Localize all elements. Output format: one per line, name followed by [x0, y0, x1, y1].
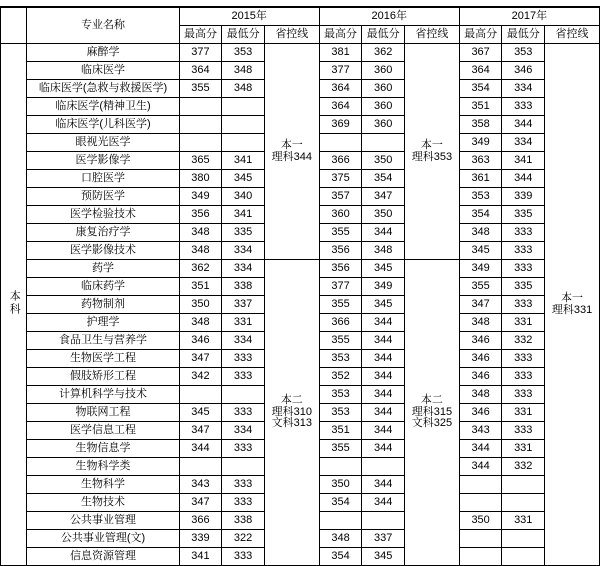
header-year-2017: 2017年 — [459, 8, 599, 26]
score-2017-min: 331 — [502, 512, 545, 530]
score-2017-max: 348 — [459, 386, 502, 404]
score-2016-min — [362, 512, 405, 530]
score-2016-max: 377 — [319, 62, 362, 80]
score-2017-max: 361 — [459, 170, 502, 188]
score-2016-max: 355 — [319, 332, 362, 350]
ctrl-2017-l2: 理科331 — [551, 303, 593, 316]
score-2017-max: 346 — [459, 404, 502, 422]
table-row — [1, 260, 600, 278]
score-2015-max: 348 — [179, 224, 222, 242]
score-2015-min: 341 — [222, 152, 265, 170]
score-2016-max — [319, 134, 362, 152]
score-2015-max: 341 — [179, 548, 222, 566]
score-2015-min — [222, 458, 265, 476]
major-name-cell: 生物医学工程 — [27, 350, 179, 368]
score-2016-min: 347 — [362, 188, 405, 206]
score-2015-max: 350 — [179, 296, 222, 314]
score-2016-max: 357 — [319, 188, 362, 206]
major-name-cell: 生物科学类 — [27, 458, 179, 476]
score-2015-min: 353 — [222, 44, 265, 62]
score-2017-min: 339 — [502, 188, 545, 206]
score-2016-min: 362 — [362, 44, 405, 62]
header-year-2015: 2015年 — [179, 8, 319, 26]
score-2017-max: 358 — [459, 116, 502, 134]
score-2015-min: 335 — [222, 224, 265, 242]
ctrl-2016-benyi-l2: 理科353 — [411, 150, 453, 163]
ctrl-2016-bener-l2: 理科315 — [411, 405, 453, 418]
score-2015-max: 349 — [179, 188, 222, 206]
score-2015-max: 348 — [179, 314, 222, 332]
score-2015-min — [222, 386, 265, 404]
score-2016-min: 344 — [362, 476, 405, 494]
major-name-cell: 眼视光医学 — [27, 134, 179, 152]
ctrl-2016-benyi-l1: 本一 — [420, 138, 443, 151]
score-2017-max: 348 — [459, 314, 502, 332]
score-2015-max: 347 — [179, 422, 222, 440]
score-2016-max: 353 — [319, 350, 362, 368]
major-name-cell: 假肢矫形工程 — [27, 368, 179, 386]
score-2016-max: 364 — [319, 98, 362, 116]
header-2017-min: 最低分 — [502, 26, 545, 44]
control-line-2016-benyi — [404, 44, 459, 260]
score-2016-min: 344 — [362, 314, 405, 332]
score-2017-max: 364 — [459, 62, 502, 80]
header-2016-min: 最低分 — [362, 26, 405, 44]
major-name-cell: 信息资源管理 — [27, 548, 179, 566]
score-2016-max: 355 — [319, 224, 362, 242]
score-2017-min: 332 — [502, 332, 545, 350]
score-2016-min: 344 — [362, 494, 405, 512]
major-name-cell: 麻醉学 — [27, 44, 179, 62]
level-cell — [1, 44, 27, 566]
score-2015-max: 343 — [179, 476, 222, 494]
major-name-cell: 临床医学 — [27, 62, 179, 80]
score-2015-max: 365 — [179, 152, 222, 170]
score-2015-max — [179, 98, 222, 116]
score-2015-min: 333 — [222, 404, 265, 422]
score-2015-min: 333 — [222, 494, 265, 512]
score-2016-min: 344 — [362, 386, 405, 404]
score-2016-min: 344 — [362, 332, 405, 350]
score-2017-min: 333 — [502, 260, 545, 278]
score-2016-min: 345 — [362, 260, 405, 278]
ctrl-2017-l1: 本一 — [561, 291, 584, 304]
score-2016-max: 350 — [319, 476, 362, 494]
score-2015-max: 347 — [179, 350, 222, 368]
score-2016-max: 353 — [319, 386, 362, 404]
score-2015-max: 364 — [179, 62, 222, 80]
score-2017-max: 344 — [459, 458, 502, 476]
major-name-cell: 生物科学 — [27, 476, 179, 494]
score-2017-min: 331 — [502, 404, 545, 422]
score-2017-min: 332 — [502, 458, 545, 476]
score-2017-min: 344 — [502, 116, 545, 134]
ctrl-2015-benyi-l1: 本一 — [280, 138, 303, 151]
score-2017-max — [459, 530, 502, 548]
major-name-cell: 医学影像学 — [27, 152, 179, 170]
score-2016-min: 344 — [362, 440, 405, 458]
score-2017-min — [502, 530, 545, 548]
score-2016-max — [319, 458, 362, 476]
top-strip — [0, 0, 600, 7]
score-2016-max: 353 — [319, 404, 362, 422]
score-2016-min: 349 — [362, 278, 405, 296]
score-2017-max: 354 — [459, 206, 502, 224]
score-2016-max: 360 — [319, 206, 362, 224]
major-name-cell: 临床医学(精神卫生) — [27, 98, 179, 116]
score-2016-min: 337 — [362, 530, 405, 548]
score-2017-min: 333 — [502, 368, 545, 386]
score-2017-max: 354 — [459, 80, 502, 98]
score-2015-min: 334 — [222, 422, 265, 440]
score-2017-min: 333 — [502, 350, 545, 368]
header-2017-control: 省控线 — [545, 26, 600, 44]
score-2015-max: 362 — [179, 260, 222, 278]
control-line-2017 — [545, 44, 600, 566]
score-2015-min: 331 — [222, 314, 265, 332]
score-2017-max: 355 — [459, 278, 502, 296]
score-2017-min: 331 — [502, 440, 545, 458]
score-2015-max: 344 — [179, 440, 222, 458]
score-2016-max: 356 — [319, 260, 362, 278]
score-2017-min: 333 — [502, 98, 545, 116]
ctrl-2015-bener-l3: 文科313 — [271, 417, 312, 430]
score-2016-min: 360 — [362, 80, 405, 98]
ctrl-2016-bener-l3: 文科325 — [411, 417, 453, 430]
major-name-cell: 医学影像技术 — [27, 242, 179, 260]
score-2015-max: 380 — [179, 170, 222, 188]
score-2016-min: 345 — [362, 548, 405, 566]
score-2017-max: 353 — [459, 188, 502, 206]
score-2016-min — [362, 134, 405, 152]
score-2017-min — [502, 476, 545, 494]
ctrl-2015-bener-l1: 本二 — [280, 394, 303, 407]
header-major: 专业名称 — [27, 8, 179, 44]
score-2017-max: 350 — [459, 512, 502, 530]
score-2016-max: 354 — [319, 548, 362, 566]
score-2015-max: 339 — [179, 530, 222, 548]
score-2015-min: 322 — [222, 530, 265, 548]
major-name-cell: 医学检验技术 — [27, 206, 179, 224]
score-2017-max — [459, 494, 502, 512]
score-2017-max: 344 — [459, 440, 502, 458]
ctrl-2015-bener-l2: 理科310 — [271, 405, 312, 418]
table-body — [1, 44, 600, 566]
score-2017-min: 331 — [502, 314, 545, 332]
header-2015-max: 最高分 — [179, 26, 222, 44]
score-2016-max — [319, 512, 362, 530]
score-2015-min: 333 — [222, 440, 265, 458]
control-line-2016-bener — [404, 260, 459, 566]
score-2015-min: 345 — [222, 170, 265, 188]
score-2017-min: 334 — [502, 80, 545, 98]
score-2015-max: 356 — [179, 206, 222, 224]
control-line-2015-bener — [264, 260, 319, 566]
admission-score-table — [0, 7, 600, 566]
major-name-cell: 公共事业管理(文) — [27, 530, 179, 548]
score-2016-max: 375 — [319, 170, 362, 188]
score-2017-max: 348 — [459, 224, 502, 242]
score-2015-max — [179, 458, 222, 476]
major-name-cell: 临床医学(急救与救援医学) — [27, 80, 179, 98]
score-2017-max: 367 — [459, 44, 502, 62]
score-2016-max: 377 — [319, 278, 362, 296]
score-2016-max: 351 — [319, 422, 362, 440]
score-2017-max: 347 — [459, 296, 502, 314]
score-2015-max: 346 — [179, 332, 222, 350]
score-2015-min: 337 — [222, 296, 265, 314]
score-2016-max: 364 — [319, 80, 362, 98]
score-2016-min: 360 — [362, 98, 405, 116]
ctrl-2016-bener-l1: 本二 — [420, 394, 443, 407]
score-2016-max: 355 — [319, 296, 362, 314]
major-name-cell: 公共事业管理 — [27, 512, 179, 530]
score-2017-max: 346 — [459, 332, 502, 350]
score-2015-max: 377 — [179, 44, 222, 62]
score-2016-max: 381 — [319, 44, 362, 62]
score-2017-min: 335 — [502, 206, 545, 224]
score-2017-min: 344 — [502, 170, 545, 188]
score-2017-min: 333 — [502, 242, 545, 260]
score-2017-max: 346 — [459, 350, 502, 368]
table-row — [1, 44, 600, 62]
score-2015-min: 333 — [222, 476, 265, 494]
major-name-cell: 临床药学 — [27, 278, 179, 296]
score-2017-min: 333 — [502, 224, 545, 242]
score-2017-max — [459, 476, 502, 494]
level-label: 本科 — [8, 289, 21, 316]
score-2016-min: 350 — [362, 152, 405, 170]
score-2017-max — [459, 548, 502, 566]
header-2016-control: 省控线 — [404, 26, 459, 44]
major-name-cell: 计算机科学与技术 — [27, 386, 179, 404]
header-row-year — [1, 8, 600, 26]
score-2017-min: 334 — [502, 134, 545, 152]
score-2016-min: 345 — [362, 296, 405, 314]
score-2017-min: 333 — [502, 386, 545, 404]
score-2015-min: 333 — [222, 548, 265, 566]
major-name-cell: 药学 — [27, 260, 179, 278]
score-2016-max: 348 — [319, 530, 362, 548]
major-name-cell: 临床医学(儿科医学) — [27, 116, 179, 134]
score-2016-min: 344 — [362, 404, 405, 422]
score-2016-min — [362, 458, 405, 476]
control-line-2015-benyi — [264, 44, 319, 260]
score-2015-max: 347 — [179, 494, 222, 512]
score-2015-max: 345 — [179, 404, 222, 422]
score-2015-min: 333 — [222, 368, 265, 386]
score-2016-max: 366 — [319, 314, 362, 332]
score-2015-max — [179, 134, 222, 152]
score-2015-min — [222, 116, 265, 134]
score-2016-min: 344 — [362, 350, 405, 368]
score-2015-max: 355 — [179, 80, 222, 98]
score-2017-max: 351 — [459, 98, 502, 116]
score-2015-min: 340 — [222, 188, 265, 206]
score-2017-min: 353 — [502, 44, 545, 62]
score-2016-max: 369 — [319, 116, 362, 134]
major-name-cell: 口腔医学 — [27, 170, 179, 188]
major-name-cell: 生物技术 — [27, 494, 179, 512]
score-2017-min: 341 — [502, 152, 545, 170]
score-2015-min: 333 — [222, 350, 265, 368]
score-2015-max — [179, 386, 222, 404]
score-2015-min: 334 — [222, 260, 265, 278]
score-2016-min: 360 — [362, 62, 405, 80]
major-name-cell: 食品卫生与营养学 — [27, 332, 179, 350]
score-2017-min — [502, 494, 545, 512]
score-2017-max: 346 — [459, 368, 502, 386]
score-2017-max: 349 — [459, 134, 502, 152]
score-2016-min: 344 — [362, 422, 405, 440]
score-2015-max: 348 — [179, 242, 222, 260]
score-2017-max: 363 — [459, 152, 502, 170]
score-2017-min: 346 — [502, 62, 545, 80]
score-2015-max: 366 — [179, 512, 222, 530]
score-2015-min: 348 — [222, 80, 265, 98]
score-2017-min: 333 — [502, 422, 545, 440]
score-2017-max: 349 — [459, 260, 502, 278]
score-2015-min: 341 — [222, 206, 265, 224]
score-2015-min: 338 — [222, 278, 265, 296]
score-2016-max: 355 — [319, 440, 362, 458]
score-2015-min: 334 — [222, 332, 265, 350]
ctrl-2015-benyi-l2: 理科344 — [271, 150, 312, 163]
major-name-cell: 物联网工程 — [27, 404, 179, 422]
major-name-cell: 生物信息学 — [27, 440, 179, 458]
score-2017-max: 343 — [459, 422, 502, 440]
header-level — [1, 8, 27, 44]
header-year-2016: 2016年 — [319, 8, 459, 26]
major-name-cell: 护理学 — [27, 314, 179, 332]
score-2016-min: 360 — [362, 116, 405, 134]
score-2017-min: 333 — [502, 296, 545, 314]
score-2017-min — [502, 548, 545, 566]
score-2015-min: 338 — [222, 512, 265, 530]
major-name-cell: 医学信息工程 — [27, 422, 179, 440]
score-2015-max: 342 — [179, 368, 222, 386]
score-2016-max: 354 — [319, 494, 362, 512]
major-name-cell: 药物制剂 — [27, 296, 179, 314]
score-2015-min: 348 — [222, 62, 265, 80]
header-2015-control: 省控线 — [264, 26, 319, 44]
score-2016-max: 356 — [319, 242, 362, 260]
score-2016-min: 354 — [362, 170, 405, 188]
header-2015-min: 最低分 — [222, 26, 265, 44]
score-2017-max: 345 — [459, 242, 502, 260]
score-2016-min: 344 — [362, 368, 405, 386]
score-2017-min: 335 — [502, 278, 545, 296]
major-name-cell: 康复治疗学 — [27, 224, 179, 242]
score-2016-max: 352 — [319, 368, 362, 386]
header-2016-max: 最高分 — [319, 26, 362, 44]
score-2015-max — [179, 116, 222, 134]
major-name-cell: 预防医学 — [27, 188, 179, 206]
score-2016-min: 350 — [362, 206, 405, 224]
score-2015-min: 334 — [222, 242, 265, 260]
score-2015-min — [222, 134, 265, 152]
score-2015-max: 351 — [179, 278, 222, 296]
score-2016-min: 344 — [362, 224, 405, 242]
header-2017-max: 最高分 — [459, 26, 502, 44]
score-2016-min: 348 — [362, 242, 405, 260]
score-2015-min — [222, 98, 265, 116]
score-2016-max: 366 — [319, 152, 362, 170]
